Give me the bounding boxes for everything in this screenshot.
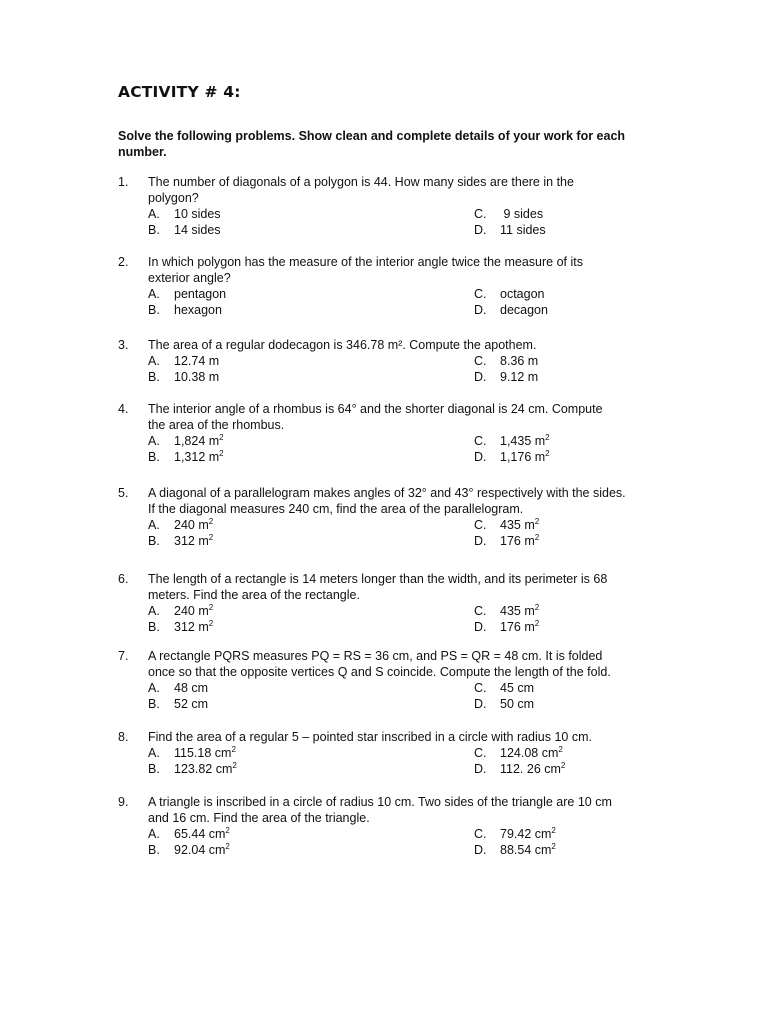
answer-choice (148, 603, 213, 619)
question-text-line: The number of diagonals of a polygon is 44. How many sides are there in the (148, 175, 574, 189)
question-text (148, 729, 650, 745)
choice-text: 92.04 $cm^2$ (174, 842, 230, 857)
choice-letter: A. (148, 207, 160, 221)
question-text-line: once so that the opposite vertices Q and S coincide. Compute the length of the fold. (148, 665, 611, 679)
answer-choice (148, 353, 219, 369)
choice-letter: D. (474, 620, 487, 634)
choice-text: 124.08 $cm^2$ (500, 745, 563, 760)
choice-text: 88.54 $cm^2$ (500, 842, 556, 857)
question-text-line: A diagonal of a parallelogram makes angles of 32° and 43° respectively with the sides. (148, 486, 626, 500)
answer-choice (474, 206, 543, 222)
choice-text: 8.36 m (500, 354, 539, 368)
answer-choices (148, 603, 650, 635)
choice-text: 1,435 $m^2$ (500, 433, 550, 448)
question-number: 3. (118, 338, 129, 352)
choice-letter: C. (474, 681, 487, 695)
choice-letter: C. (474, 746, 487, 760)
answer-choice (148, 533, 213, 549)
choice-letter: B. (148, 450, 160, 464)
choice-letter: A. (148, 518, 160, 532)
question-text-line: The interior angle of a rhombus is 64° and the shorter diagonal is 24 cm. Compute (148, 402, 603, 416)
question-number: 9. (118, 795, 129, 809)
choice-text: 435 $m^2$ (500, 517, 540, 532)
choice-text: 65.44 $cm^2$ (174, 826, 230, 841)
answer-choice (474, 533, 539, 549)
choice-letter: D. (474, 370, 487, 384)
choice-text: 11 sides (500, 223, 546, 237)
choice-letter: C. (474, 287, 487, 301)
question-number: 4. (118, 402, 129, 416)
question-text (148, 337, 650, 353)
choice-letter: B. (148, 762, 160, 776)
choice-text: 1,176 $m^2$ (500, 449, 550, 464)
choice-letter: A. (148, 827, 160, 841)
choice-text: 79.42 $cm^2$ (500, 826, 556, 841)
question-text-line: the area of the rhombus. (148, 418, 285, 432)
answer-choice (148, 286, 226, 302)
question-text-line: exterior angle? (148, 271, 231, 285)
question-item (118, 337, 650, 385)
choice-letter: C. (474, 207, 487, 221)
question-item (118, 485, 650, 549)
choice-text: 240 $m^2$ (174, 603, 214, 618)
question-item (118, 174, 650, 238)
answer-choice (474, 826, 556, 842)
answer-choice (148, 369, 219, 385)
choice-letter: C. (474, 518, 487, 532)
answer-choice (148, 302, 222, 318)
choice-letter: D. (474, 534, 487, 548)
choice-text: octagon (500, 287, 545, 301)
answer-choice (148, 433, 224, 449)
answer-choice (148, 761, 237, 777)
choice-letter: A. (148, 746, 160, 760)
question-text-line: If the diagonal measures 240 cm, find the area of the parallelogram. (148, 502, 524, 516)
answer-choice (148, 745, 236, 761)
question-item (118, 729, 650, 777)
question-text (148, 794, 650, 826)
question-text-line: polygon? (148, 191, 199, 205)
choice-letter: D. (474, 843, 487, 857)
choice-letter: C. (474, 354, 487, 368)
choice-letter: B. (148, 223, 160, 237)
question-number: 2. (118, 255, 129, 269)
choice-text: 312 $m^2$ (174, 619, 214, 634)
choice-text: 1,312 $m^2$ (174, 449, 224, 464)
choice-text: 435 $m^2$ (500, 603, 540, 618)
choice-text: 10.38 m (174, 370, 220, 384)
answer-choice (474, 369, 538, 385)
choice-text: 52 cm (174, 697, 209, 711)
choice-letter: B. (148, 303, 160, 317)
answer-choices (148, 206, 650, 238)
answer-choice (148, 696, 208, 712)
question-text (148, 401, 650, 433)
choice-letter: B. (148, 697, 160, 711)
question-number: 5. (118, 486, 129, 500)
choice-text: 10 sides (174, 207, 221, 221)
question-text (148, 174, 650, 206)
answer-choice (148, 206, 221, 222)
choice-text: 312 $m^2$ (174, 533, 214, 548)
question-item (118, 648, 650, 712)
choice-text: 123.82 $cm^2$ (174, 761, 237, 776)
choice-letter: A. (148, 604, 160, 618)
answer-choice (474, 842, 556, 858)
question-item (118, 254, 650, 318)
answer-choice (474, 433, 550, 449)
choice-letter: A. (148, 434, 160, 448)
choice-text: hexagon (174, 303, 222, 317)
answer-choices (148, 517, 650, 549)
choice-text: 45 cm (500, 681, 535, 695)
choice-letter: B. (148, 620, 160, 634)
question-number: 1. (118, 175, 129, 189)
question-text-line: Find the area of a regular 5 – pointed star inscribed in a circle with radius 10 cm. (148, 730, 592, 744)
answer-choice (148, 619, 213, 635)
choice-text: pentagon (174, 287, 227, 301)
answer-choice (148, 517, 213, 533)
question-text-line: The area of a regular dodecagon is 346.78 m². Compute the apothem. (148, 338, 537, 352)
answer-choice (474, 517, 539, 533)
answer-choices (148, 680, 650, 712)
choice-text: decagon (500, 303, 548, 317)
choice-text: 1,824 $m^2$ (174, 433, 224, 448)
choice-letter: B. (148, 534, 160, 548)
choice-letter: A. (148, 681, 160, 695)
choice-letter: D. (474, 762, 487, 776)
answer-choice (148, 842, 230, 858)
question-item (118, 571, 650, 635)
answer-choice (148, 449, 224, 465)
choice-text: 14 sides (174, 223, 221, 237)
answer-choice (148, 680, 208, 696)
answer-choices (148, 433, 650, 465)
question-item (118, 794, 650, 858)
instructions: Solve the following problems. Show clean and complete details of your work for each number. (118, 129, 626, 159)
answer-choices (148, 826, 650, 858)
answer-choice (474, 286, 544, 302)
choice-letter: B. (148, 843, 160, 857)
question-number: 6. (118, 572, 129, 586)
question-text-line: In which polygon has the measure of the interior angle twice the measure of its (148, 255, 583, 269)
question-item (118, 401, 650, 465)
choice-text: 50 cm (500, 697, 535, 711)
page-title: ACTIVITY # 4: (118, 83, 241, 101)
question-text (148, 485, 650, 517)
choice-text: 48 cm (174, 681, 209, 695)
choice-text: 9.12 m (500, 370, 539, 384)
choice-text: 12.74 m (174, 354, 220, 368)
question-text (148, 254, 650, 286)
choice-text: 9 sides (500, 207, 544, 221)
answer-choice (148, 222, 221, 238)
answer-choice (474, 745, 563, 761)
answer-choice (474, 761, 565, 777)
question-text (148, 648, 650, 680)
answer-choices (148, 286, 650, 318)
answer-choice (474, 696, 534, 712)
answer-choice (474, 619, 539, 635)
question-text-line: and 16 cm. Find the area of the triangle. (148, 811, 370, 825)
choice-letter: B. (148, 370, 160, 384)
choice-letter: C. (474, 604, 487, 618)
answer-choice (474, 222, 546, 238)
answer-choice (474, 449, 550, 465)
choice-letter: D. (474, 303, 487, 317)
choice-text: 176 $m^2$ (500, 533, 540, 548)
choice-letter: C. (474, 827, 487, 841)
choice-letter: D. (474, 697, 487, 711)
answer-choices (148, 353, 650, 385)
question-text-line: A triangle is inscribed in a circle of radius 10 cm. Two sides of the triangle are 10 cm (148, 795, 612, 809)
choice-letter: D. (474, 450, 487, 464)
choice-text: 112. 26 $cm^2$ (500, 761, 566, 776)
answer-choices (148, 745, 650, 777)
choice-letter: D. (474, 223, 487, 237)
question-number: 8. (118, 730, 129, 744)
answer-choice (474, 302, 548, 318)
choice-letter: A. (148, 354, 160, 368)
choice-text: 240 $m^2$ (174, 517, 214, 532)
question-number: 7. (118, 649, 129, 663)
question-text (148, 571, 650, 603)
answer-choice (474, 680, 534, 696)
answer-choice (474, 353, 538, 369)
choice-text: 115.18 $cm^2$ (174, 745, 236, 760)
question-text-line: A rectangle PQRS measures PQ = RS = 36 cm, and PS = QR = 48 cm. It is folded (148, 649, 603, 663)
answer-choice (474, 603, 539, 619)
choice-text: 176 $m^2$ (500, 619, 540, 634)
question-text-line: The length of a rectangle is 14 meters longer than the width, and its perimeter is 68 (148, 572, 608, 586)
choice-letter: A. (148, 287, 160, 301)
answer-choice (148, 826, 230, 842)
question-text-line: meters. Find the area of the rectangle. (148, 588, 360, 602)
choice-letter: C. (474, 434, 487, 448)
